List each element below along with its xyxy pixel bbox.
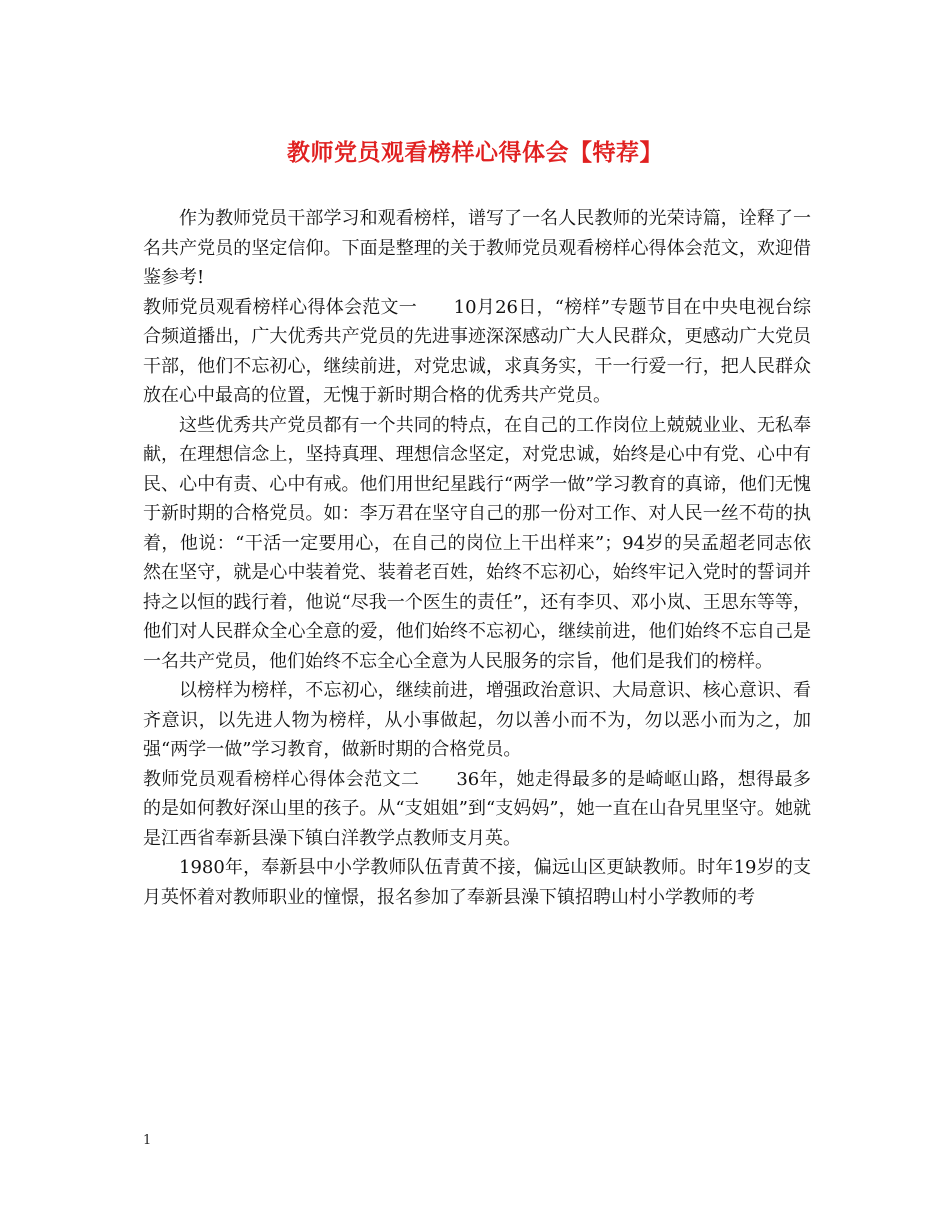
paragraph-essay-one: 教师党员观看榜样心得体会范文一 10月26日，“榜样”专题节目在中央电视台综合频道播出，广大优秀共产党员的先进事迹深深感动广大人民群众，更感动广大党员干部，他们不忘初心，继续前进，对党忠诚，求真务实，干一行爱一行，把人民群众放在心中最高的位置，无愧于新时期合格的优秀共产党员。: [143, 296, 811, 406]
page-number: 1: [143, 1133, 152, 1148]
paragraph-role-model: 以榜样为榜样，不忘初心，继续前进，增强政治意识、大局意识、核心意识、看齐意识，以先进人物为榜样，从小事做起，勿以善小而不为，勿以恶小而为之，加强“两学一做”学习教育，做新时期的合格党员。: [143, 680, 811, 760]
document-body: [143, 204, 811, 912]
paragraph-essay-two: 教师党员观看榜样心得体会范文二 36年，她走得最多的是崎岖山路，想得最多的是如何教好深山里的孩子。从“支姐姐”到“支妈妈”，她一直在山旮旯里坚守。她就是江西省奉新县澡下镇白洋教学点教师支月英。: [143, 768, 811, 849]
document-title: 教师党员观看榜样心得体会【特荐】: [287, 139, 663, 166]
paragraph-intro: 作为教师党员干部学习和观看榜样，谱写了一名人民教师的光荣诗篇，诠释了一名共产党员的坚定信仰。下面是整理的关于教师党员观看榜样心得体会范文，欢迎借鉴参考!: [143, 208, 811, 288]
paragraph-1980: 1980年，奉新县中小学教师队伍青黄不接，偏远山区更缺教师。时年19岁的支月英怀着对教师职业的憧憬，报名参加了奉新县澡下镇招聘山村小学教师的考: [143, 857, 811, 908]
paragraph-common-traits: 这些优秀共产党员都有一个共同的特点，在自己的工作岗位上兢兢业业、无私奉献，在理想信念上，坚持真理、理想信念坚定，对党忠诚，始终是心中有党、心中有民、心中有责、心中有戒。他们用世纪星践行“两学一做”学习教育的真谛，他们无愧于新时期的合格党员。如：李万君在坚守自己的那一份对工作、对人民一丝不苟的执着，他说：“干活一定要用心，在自己的岗位上干出样来”；94岁的吴孟超老同志依然在坚守，就是心中装着党、装着老百姓，始终不忘初心，始终牢记入党时的誓词并持之以恒的践行着，他说“尽我一个医生的责任”，还有李贝、邓小岚、王思东等等，他们对人民群众全心全意的爱，他们始终不忘初心，继续前进，他们始终不忘自己是一名共产党员，他们始终不忘全心全意为人民服务的宗旨，他们是我们的榜样。: [143, 414, 811, 672]
